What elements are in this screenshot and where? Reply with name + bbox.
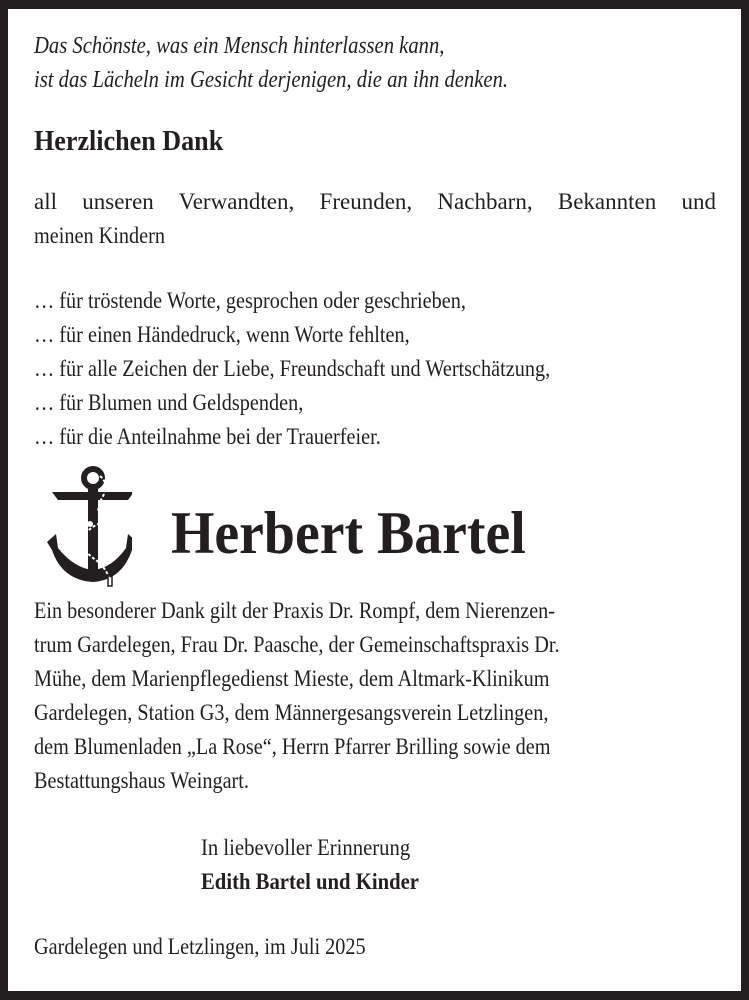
special-thanks-line: Bestattungshaus Weingart. bbox=[34, 768, 249, 793]
thanks-title: Herzlichen Dank bbox=[34, 125, 224, 157]
thanks-item: … für die Anteilnahme bei der Trauerfeier. bbox=[34, 424, 381, 449]
thanks-item: … für alle Zeichen der Liebe, Freundschaft und Wertschätzung, bbox=[34, 356, 551, 381]
motto-line-2: ist das Lächeln im Gesicht derjenigen, die an ihn denken. bbox=[34, 67, 509, 93]
obituary-card bbox=[8, 9, 741, 991]
thanks-item: … für Blumen und Geldspenden, bbox=[34, 390, 304, 415]
motto-line-1: Das Schönste, was ein Mensch hinterlassen kann, bbox=[34, 33, 445, 59]
place-date: Gardelegen und Letzlingen, im Juli 2025 bbox=[34, 934, 366, 959]
thanks-item: … für einen Händedruck, wenn Worte fehlten, bbox=[34, 322, 410, 347]
special-thanks-line: Mühe, dem Marienpflegedienst Mieste, dem Altmark-Klinikum bbox=[34, 666, 550, 691]
signature-family: Edith Bartel und Kinder bbox=[201, 869, 419, 894]
thanks-item: … für tröstende Worte, gesprochen oder geschrieben, bbox=[34, 288, 466, 313]
special-thanks-line: Ein besonderer Dank gilt der Praxis Dr. Rompf, dem Nierenzen- bbox=[34, 598, 556, 623]
special-thanks-line: dem Blumenladen „La Rose“, Herrn Pfarrer Brilling sowie dem bbox=[34, 734, 551, 759]
special-thanks-line: Gardelegen, Station G3, dem Männergesangsverein Letzlingen, bbox=[34, 700, 549, 725]
special-thanks-line: trum Gardelegen, Frau Dr. Paasche, der Gemeinschaftspraxis Dr. bbox=[34, 632, 560, 657]
thanks-intro-line-1: all unseren Verwandten, Freunden, Nachbarn, Bekannten und bbox=[34, 189, 716, 214]
thanks-intro-line-2: meinen Kindern bbox=[34, 223, 165, 248]
anchor-icon bbox=[44, 464, 132, 589]
deceased-name: Herbert Bartel bbox=[171, 500, 526, 566]
signature-memory: In liebevoller Erinnerung bbox=[201, 835, 411, 860]
